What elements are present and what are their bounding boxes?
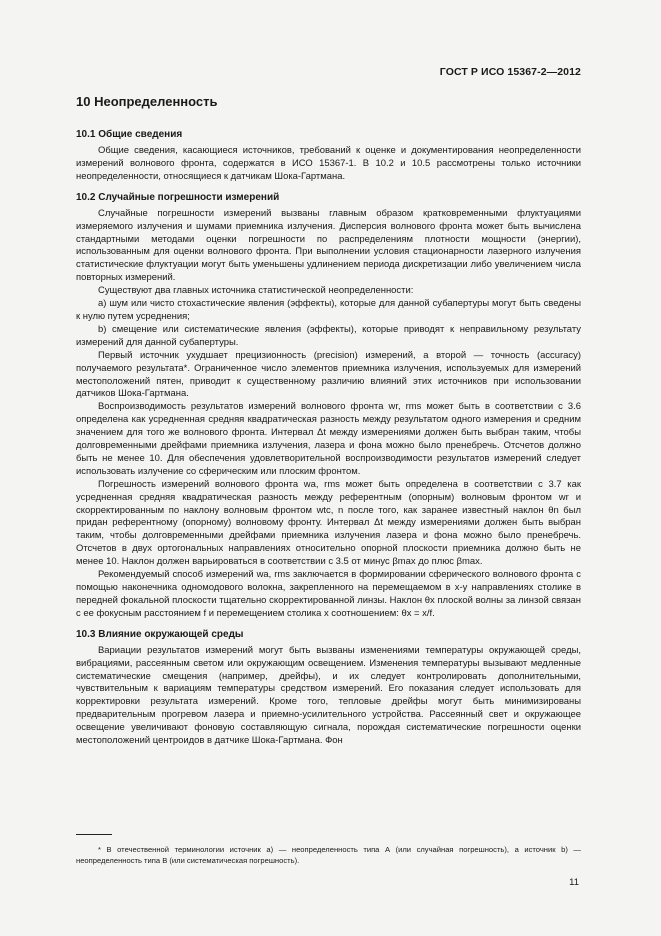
paragraph: Погрешность измерений волнового фронта wa, rms может быть определена в соответствии с 3.7 как усредненная средняя квадратическая разность между референтным (опорным) волновым фронтом wr и скорректированным по наклону волновым фронтом wtc, n после того, как заранее известный наклон θn был придан референтному (опорному) волновому фронту. Интервал Δt между измерениями должен быть выбран таким, чтобы долговременными дрейфами приемника излучения лазера и фона можно было пренебречь. Отсчетов в двух ортогональных направлениях относительно опорной плоскости приемника должно быть не менее 10. Наклон должен варьироваться в соответствии с 3.5 от минус βmax до плюс βmax. xyxy=(76,478,581,568)
subsection-title-10-3: 10.3 Влияние окружающей среды xyxy=(76,628,244,640)
paragraph: Рекомендуемый способ измерений wa, rms заключается в формировании сферического волнового фронта с помощью наконечника одномодового волокна, закрепленного на перемещаемом в x-y направлениях столике в передней фокальной плоскости тщательно скорректированной линзы. Наклон θx плоской волны за линзой связан с ее фокусным расстоянием f и перемещением столика x соотношением: θx = x/f. xyxy=(76,569,581,619)
paragraph: Общие сведения, касающиеся источников, требований к оценке и документирования неопределенности измерений волнового фронта, содержатся в ИСО 15367-1. В 10.2 и 10.5 рассмотрены только источники неопределенности, относящиеся к датчикам Шока-Гартмана. xyxy=(76,145,581,182)
paragraph: Вариации результатов измерений могут быть вызваны изменениями температуры окружающей среды, вибрациями, рассеянным светом или окружающим освещением. Изменения температуры вызывают медленные систематические смещения (например, дрейфы), и их следует контролировать дополнительными, чувствительным к вариациям температуры средством измерений. Его показания следует использовать для корректировки результата измерений. Кроме того, тепловые дрейфы могут быть минимизированы предварительным прогревом лазера и приемно-усилительного устройства. Рассеянный свет и окружающее освещение увеличивают фоновую составляющую сигнала, порождая систематические погрешности оценки местоположений центроидов в датчике Шока-Гартмана. Фон xyxy=(76,644,581,747)
paragraph: Первый источник ухудшает прецизионность (precision) измерений, а второй — точность (accuracy) получаемого результата*. Ограниченное число элементов приемника излучения, используемых для измерений местоположений пятен, приводит к существенному различию влияний этих источников при использовании датчиков Шока-Гартмана. xyxy=(76,349,581,400)
paragraph: Существуют два главных источника статистической неопределенности: xyxy=(98,285,414,297)
footnote: * В отечественной терминологии источник a) — неопределенность типа А (или случайная погрешность), а источник b) — неопределенность типа В (или систематическая погрешность). xyxy=(76,845,581,865)
footnote-separator xyxy=(76,834,112,835)
list-item-a: a) шум или чисто стохастические явления (эффекты), которые для данной субапертуры могут быть сведены к нулю путем усреднения; xyxy=(76,298,581,322)
page-content xyxy=(76,94,581,748)
paragraph: Воспроизводимость результатов измерений волнового фронта wr, rms может быть в соответствии с 3.6 определена как усредненная средняя квадратическая разность между результатом одного измерения и средним значением для того же волнового фронта. Интервал Δt между измерениями должен быть выбран таким, чтобы долговременными дрейфами приемника излучения, лазера и фона можно было пренебречь. Отсчетов должно быть не менее 10. Для обеспечения удовлетворительной воспроизводимости результатов измерений следует использовать излучение со сферическим или плоским фронтом. xyxy=(76,401,581,477)
paragraph: Случайные погрешности измерений вызваны главным образом кратковременными флуктуациями измеряемого излучения и шумами приемника излучения. Дисперсия волнового фронта может быть вычислена стандартными методами оценки погрешности по распределениям плотности мощности (энергии), использованным для оценки волнового фронта. При выполнении условия стационарности лазерного излучения статистические флуктуации могут быть уменьшены удлинением периода дискретизации либо увеличением числа повторных измерений. xyxy=(76,207,581,284)
section-title: 10 Неопределенность xyxy=(76,94,218,109)
list-item-b: b) смещение или систематические явления (эффекты), которые приводят к неправильному результату измерений для данной субапертуры. xyxy=(76,323,581,348)
subsection-title-10-1: 10.1 Общие сведения xyxy=(76,129,183,140)
subsection-title-10-2: 10.2 Случайные погрешности измерений xyxy=(76,191,280,203)
page-number: 11 xyxy=(569,877,579,888)
standard-header: ГОСТ Р ИСО 15367-2—2012 xyxy=(439,66,581,78)
